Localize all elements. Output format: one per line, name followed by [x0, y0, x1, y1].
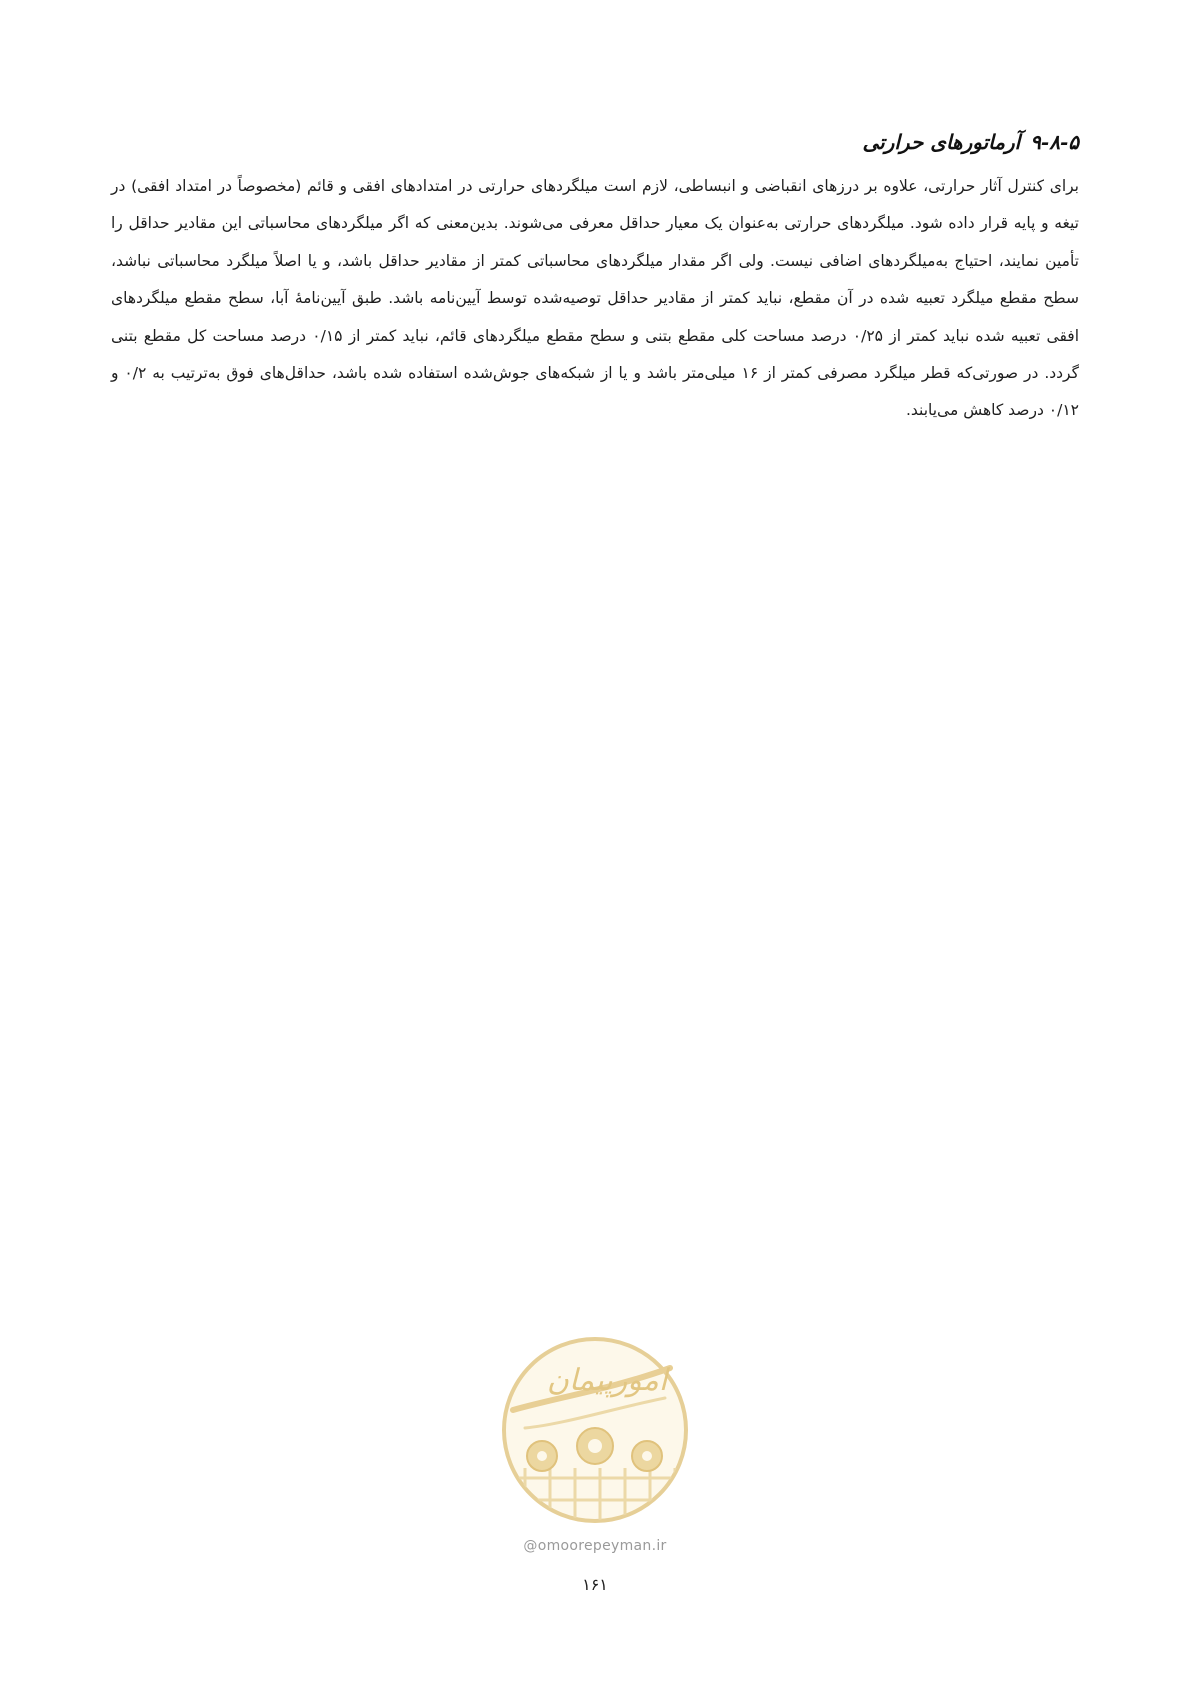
section-9-8-5: [111, 126, 1079, 430]
watermark-seal-icon: [495, 1328, 695, 1538]
watermark-logo: [495, 1328, 695, 1560]
section-heading: [111, 126, 1079, 158]
section-number: ۹-۸-۵: [1030, 130, 1079, 154]
watermark-logo-text: امورپیمان: [546, 1363, 668, 1398]
section-paragraph: برای کنترل آثار حرارتی، علاوه بر درزهای انقباضی و انبساطی، لازم است میلگردهای حرارتی در امتدادهای افقی و قائم (مخصوصاً در امتداد افقی) در تیغه و پایه قرار داده شود. میلگردهای حرارتی به‌عنوان یک معیار حداقل معرفی می‌شوند. بدین‌معنی که اگر میلگردهای محاسباتی این مقادیر حداقل را تأمین نمایند، احتیاج به‌میلگردهای اضافی نیست. ولی اگر مقدار میلگردهای محاسباتی کمتر از مقادیر حداقل باشد، و یا اصلاً میلگرد محاسباتی نباشد، سطح مقطع میلگرد تعبیه شده در آن مقطع، نباید کمتر از مقادیر حداقل توصیه‌شده توسط آیین‌نامه باشد. طبق آیین‌نامهٔ آبا، سطح مقطع میلگردهای افقی تعبیه شده نباید کمتر از ۰/۲۵ درصد مساحت کلی مقطع بتنی و سطح مقطع میلگردهای قائم، نباید کمتر از ۰/۱۵ درصد مساحت کل مقطع بتنی گردد. در صورتی‌که قطر میلگرد مصرفی کمتر از ۱۶ میلی‌متر باشد و یا از شبکه‌های جوش‌شده استفاده شده باشد، حداقل‌های فوق به‌ترتیب به ۰/۲ و ۰/۱۲ درصد کاهش می‌یابند.: [111, 177, 1080, 420]
page-number: ۱۶۱: [582, 1575, 608, 1594]
section-title: آرماتورهای حرارتی: [862, 130, 1021, 154]
watermark-url: @omoorepeyman.ir: [523, 1538, 667, 1554]
